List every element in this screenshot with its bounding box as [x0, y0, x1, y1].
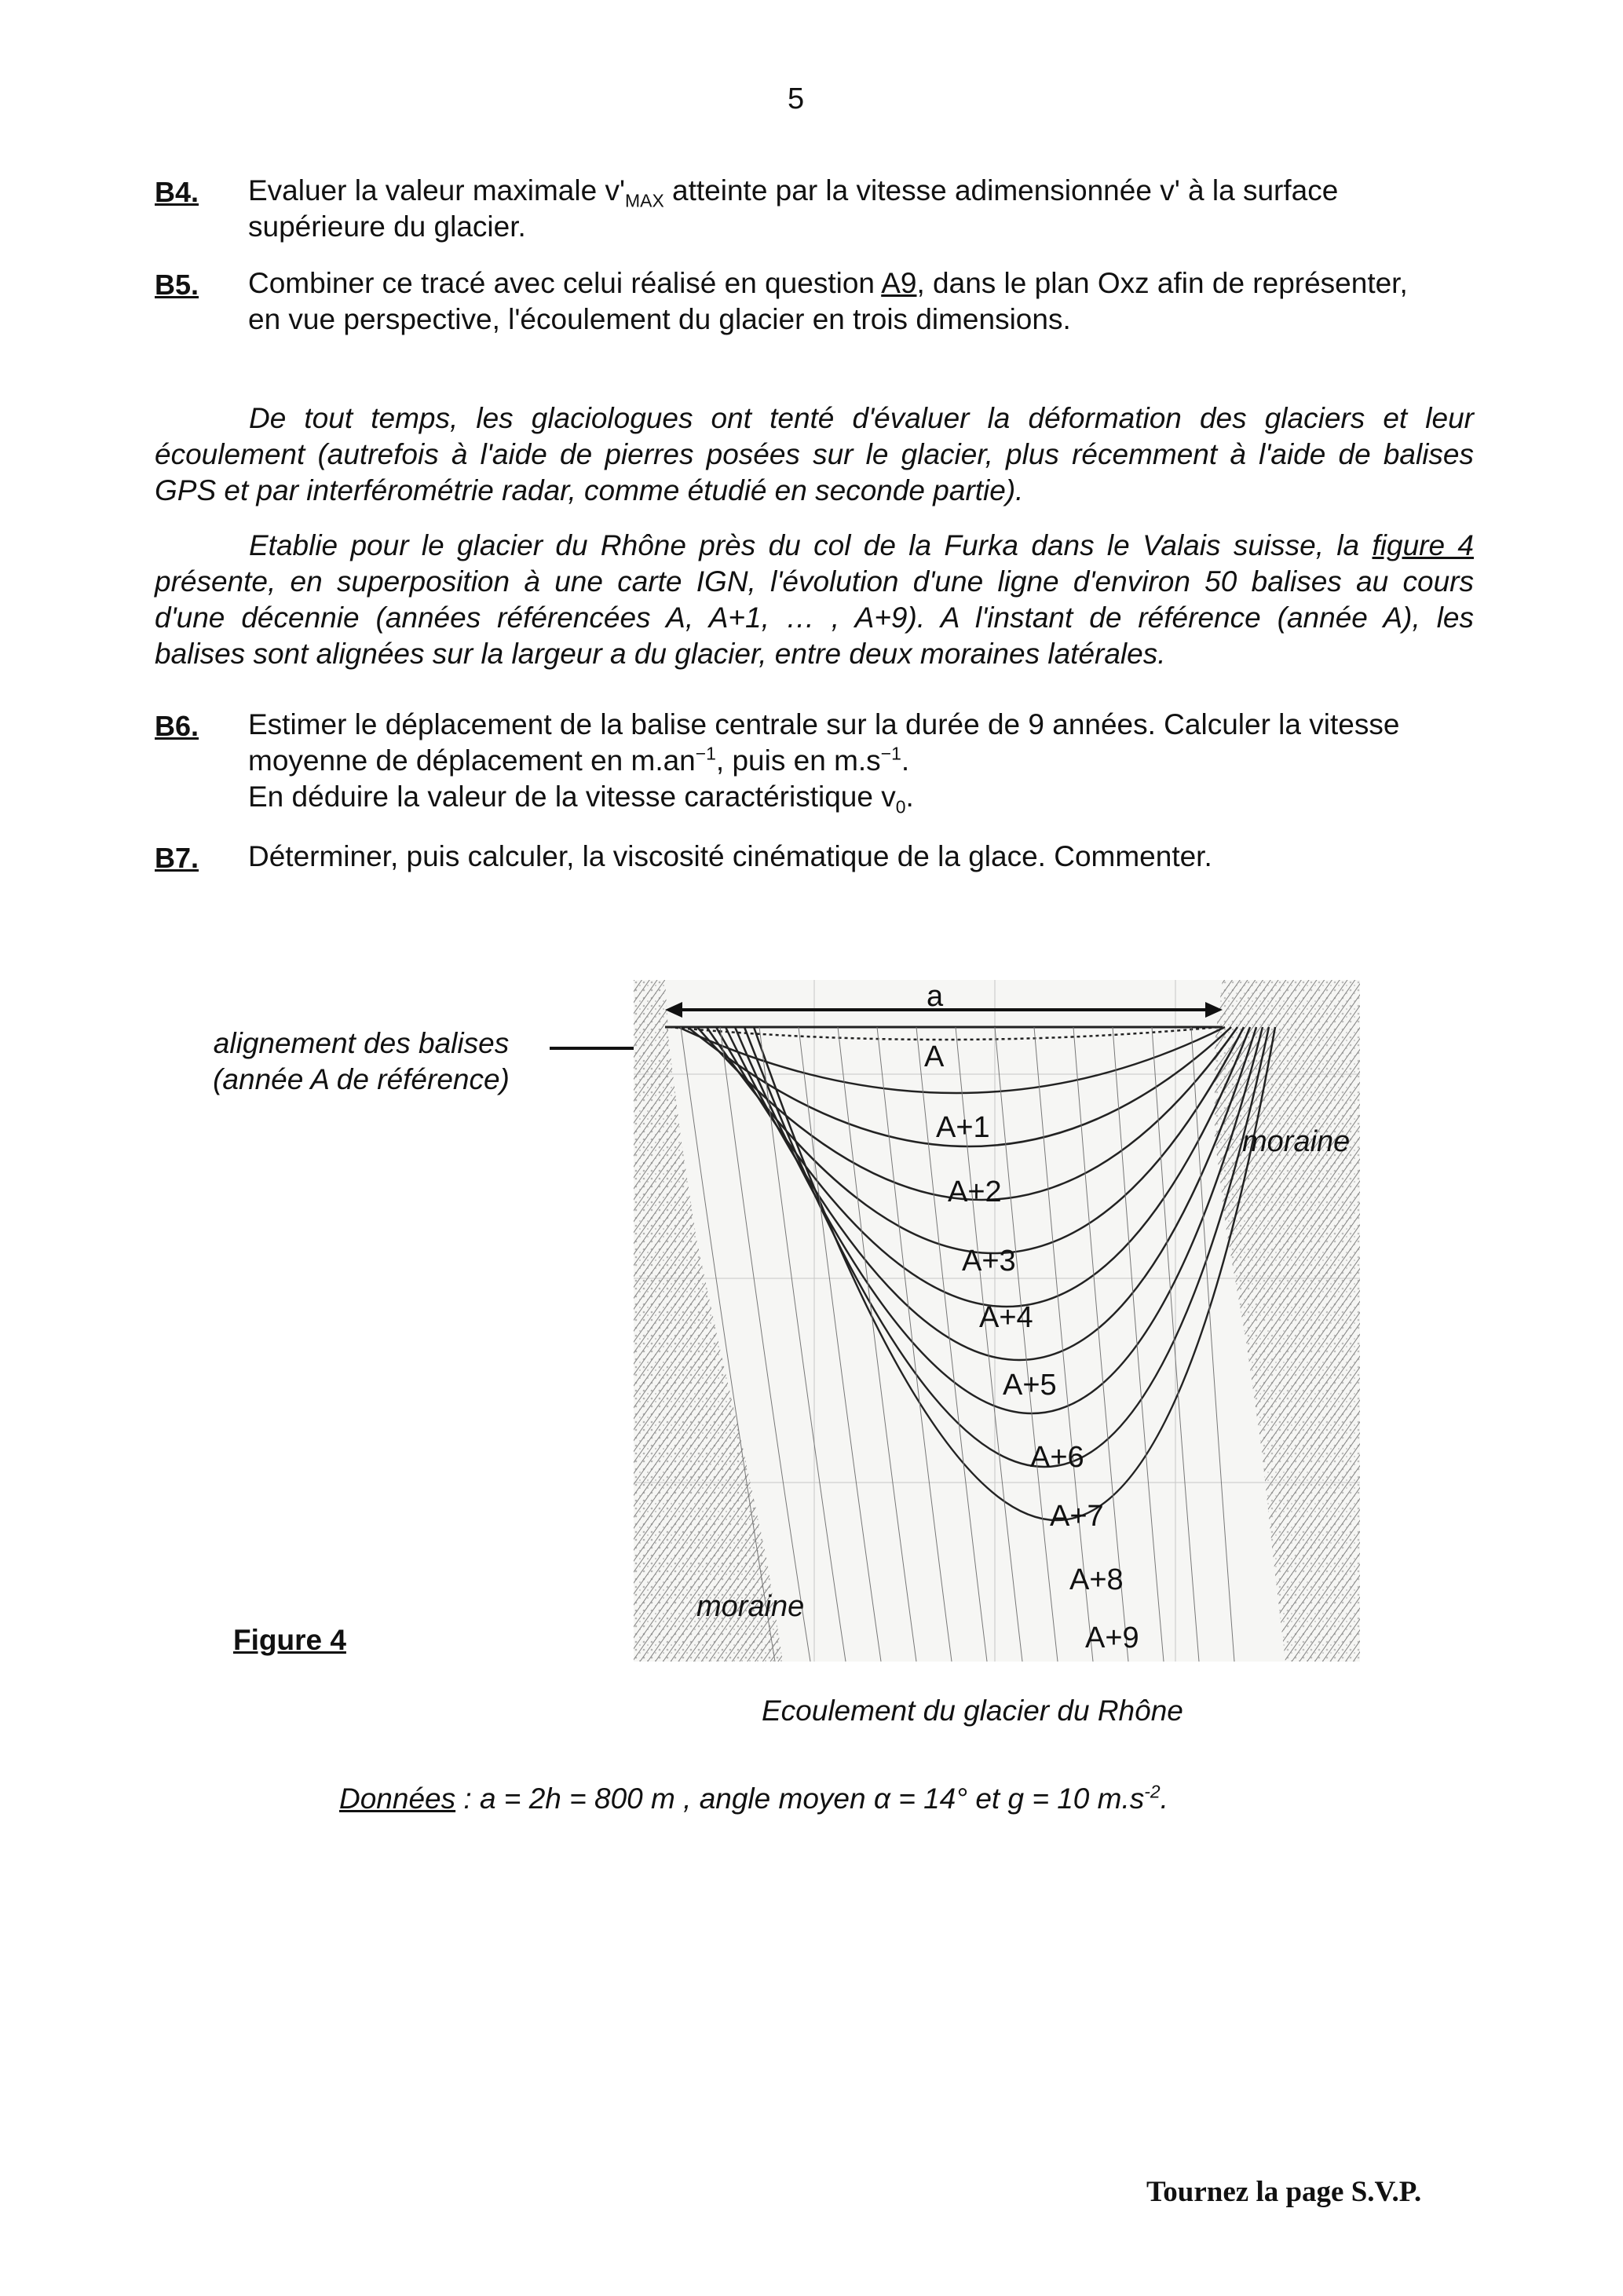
year-label-a1: A+1: [936, 1111, 990, 1144]
balise-trajectory: [995, 1027, 1058, 1662]
question-b4: [248, 173, 1481, 245]
right-moraine-texture: [1215, 980, 1360, 1662]
p2-line2: présente, en superposition à une carte IGN, l'évolution d'une ligne d'environ 50 balises au cours: [155, 565, 1474, 598]
year-label-a5: A+5: [1003, 1369, 1057, 1402]
b4-text-after: atteinte par la vitesse adimensionnée v' à la surface: [663, 174, 1339, 207]
b6-sup2: −1: [880, 743, 901, 764]
p2-line3: d'une décennie (années référencées A, A+1, … , A+9). A l'instant de référence (année A), les: [155, 601, 1474, 634]
p1-line3: GPS et par interférométrie radar, comme étudié en seconde partie).: [155, 474, 1024, 506]
balise-trajectory: [759, 1027, 846, 1662]
b6-sup1: −1: [695, 743, 716, 764]
question-b5: [248, 265, 1481, 338]
b6-line2-b: , puis en m.s: [715, 744, 881, 777]
question-b7: Déterminer, puis calculer, la viscosité cinématique de la glace. Commenter.: [248, 840, 1212, 872]
balise-trajectory: [799, 1027, 881, 1662]
figure-annotation: [196, 1026, 526, 1098]
question-b6: [248, 707, 1481, 815]
width-arrow-left-head: [665, 1002, 682, 1018]
figure-title: Figure 4: [233, 1624, 346, 1656]
displacement-curve-year-0: [669, 1027, 1219, 1040]
b6-line2-a: moyenne de déplacement en m.an: [248, 744, 696, 777]
question-label-b6: B6.: [155, 710, 199, 742]
moraine-label-left: moraine: [696, 1590, 805, 1623]
left-moraine-texture: [634, 980, 783, 1662]
b6-sub: 0: [895, 796, 906, 817]
moraine-label-right: moraine: [1242, 1125, 1351, 1158]
annotation-line2: (année A de référence): [213, 1063, 510, 1095]
b6-line2-c: .: [901, 744, 910, 777]
data-end: .: [1160, 1782, 1168, 1815]
year-label-a4: A+4: [979, 1301, 1033, 1334]
data-line: [339, 1782, 1168, 1815]
footer-turn-page: Tournez la page S.V.P.: [1146, 2176, 1422, 2208]
p1-line2: écoulement (autrefois à l'aide de pierres posées sur le glacier, plus récemment à l'aide de balises: [155, 438, 1474, 470]
intro-paragraph: [155, 400, 1474, 509]
b4-text-before: Evaluer la valeur maximale v': [248, 174, 626, 207]
annotation-line1: alignement des balises: [213, 1027, 510, 1059]
figure-4-link[interactable]: figure 4: [1372, 529, 1474, 561]
glacier-map: [634, 980, 1360, 1662]
data-sup: -2: [1144, 1781, 1161, 1802]
figure-caption: Ecoulement du glacier du Rhône: [762, 1695, 1183, 1727]
balise-trajectory: [838, 1027, 916, 1662]
year-label-a9: A+9: [1085, 1621, 1139, 1654]
page-number: 5: [788, 82, 805, 115]
year-label-a7: A+7: [1050, 1500, 1104, 1533]
question-label-b7: B7.: [155, 842, 199, 874]
year-label-a6: A+6: [1030, 1441, 1084, 1474]
p2-line4: balises sont alignées sur la largeur a du glacier, entre deux moraines latérales.: [155, 638, 1166, 670]
glacier-map-figure: [634, 980, 1360, 1662]
p1-line1: De tout temps, les glaciologues ont tenté d'évaluer la déformation des glaciers et leur: [249, 402, 1474, 434]
year-label-a3: A+3: [962, 1245, 1016, 1278]
b5-before: Combiner ce tracé avec celui réalisé en question: [248, 267, 882, 299]
b5-line2: en vue perspective, l'écoulement du glacier en trois dimensions.: [248, 303, 1071, 335]
b4-sub: MAX: [625, 190, 664, 211]
b4-line2: supérieure du glacier.: [248, 210, 526, 243]
b6-line3-a: En déduire la valeur de la vitesse caractéristique v: [248, 781, 896, 813]
p2-line1: Etablie pour le glacier du Rhône près du col de la Furka dans le Valais suisse, la: [249, 529, 1373, 561]
question-label-b4: B4.: [155, 176, 199, 208]
b5-after: , dans le plan Oxz afin de représenter,: [916, 267, 1408, 299]
b6-line1: Estimer le déplacement de la balise centrale sur la durée de 9 années. Calculer la vitesse: [248, 708, 1400, 740]
data-text: : a = 2h = 800 m , angle moyen α = 14° et g = 10 m.s: [455, 1782, 1145, 1815]
b5-ref-link[interactable]: A9: [881, 267, 917, 299]
data-label: Données: [339, 1782, 456, 1815]
year-label-a: A: [924, 1040, 945, 1073]
b6-line3-b: .: [905, 781, 914, 813]
figure-description-paragraph: [155, 528, 1474, 672]
year-label-a8: A+8: [1069, 1563, 1124, 1596]
year-label-a2: A+2: [948, 1175, 1002, 1208]
question-label-b5: B5.: [155, 269, 199, 301]
width-label: a: [927, 980, 944, 1013]
